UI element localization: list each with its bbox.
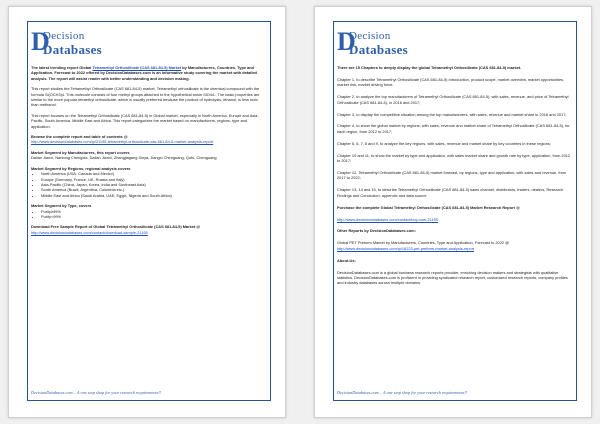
download-heading: Download Free Sample Report of Global Tetramethyl Orthosilicate (CAS 681-84-5) Market @ — [31, 224, 201, 230]
market-link[interactable]: Tetramethyl Orthosilicate (CAS 681-84-5) Market — [92, 65, 182, 70]
chapter-item: Chapter 4, to show the global market by regions, with sales, revenue and market share of Tetramethyl Orthosilicate (CAS 681-84-5), for each region, from 2012 to 2017; — [337, 123, 570, 134]
regions-heading: Market Segment by Regions, regional analysis covers — [31, 165, 131, 171]
purchase-heading: Purchase the complete Global Tetramethyl Orthosilicate (CAS 681-84-5) Market Research Report @ — [337, 204, 520, 210]
chapter-item: Chapter 10 and 11, to show the market by type and application, with sales market share and growth rate by type, application, from 2012 to 2017; — [337, 152, 571, 164]
type-heading: Market Segment by Type, covers — [31, 203, 92, 209]
list-item: • South America (Brazil, Argentina, Columbia etc.) — [41, 187, 265, 192]
regions-list — [31, 171, 265, 198]
page-content — [31, 29, 265, 383]
browse-heading: Browse the complete report and table of contents @ — [31, 134, 128, 140]
chapters-intro: There are 15 Chapters to deeply display the global Tetramethyl Orthosilicate (CAS 681-84-5) market. — [337, 65, 522, 70]
logo-mark: D — [31, 29, 50, 56]
description-paragraph-2: This report focuses on the Tetramethyl Orthosilicate (CAS 681-84-5) in Global market, especially in North America, Europe and Asia-Pacific, South America, Middle East and Africa. This report categorizes the market based on manufacturers, regions, type and application. — [31, 112, 259, 129]
page-footer: DecisionDatabases.com – A one stop shop for your research requirements!! — [31, 390, 162, 395]
manufacturers-list: Dalian Jianxi, Nantong Chengxia, Dalian Jianxi, Zhangjiagang Xinya, Jiangxi Chenguang, Qufu, Chenguang — [31, 155, 217, 161]
logo-mark: D — [337, 29, 356, 56]
types-list — [31, 209, 265, 220]
chapter-item: Chapter 1, to describe Tetramethyl Orthosilicate (CAS 681-84-5) Introduction, product scope, market overview, market opportunities, market risk, market driving force; — [337, 76, 565, 88]
intro-text-start: The latest trending report Global — [31, 65, 93, 70]
intro-paragraph — [31, 65, 265, 81]
page-content — [337, 29, 571, 383]
chapter-item: Chapter 12, Tetramethyl Orthosilicate (CAS 681-84-5) market forecast, by regions, type and application, with sales and revenue, from 2017 to 2022; — [337, 169, 567, 181]
decision-databases-logo — [337, 29, 571, 57]
decision-databases-logo — [31, 29, 265, 57]
logo-line1: Decision — [349, 30, 391, 42]
other-reports-heading: Other Reports by DecisionDatabases.com: — [337, 228, 416, 234]
list-item: • Purity<99% — [41, 214, 265, 219]
chapter-item: Chapter 5, 6, 7, 8 and 9, to analyze the key regions, with sales, revenue and market share by key countries in these regions; — [337, 140, 551, 146]
purchase-link[interactable]: http://www.decisiondatabases.com/contact/buy-now-21195 — [337, 216, 438, 222]
logo-line2: Databases — [43, 42, 103, 57]
chapter-item: Chapter 3, to display the competitive situation among the top manufacturers, with sales, revenue and market share in 2016 and 2017; — [337, 111, 567, 117]
list-item: • Europe (Germany, France, UK, Russia and Italy) — [41, 177, 265, 182]
page-footer: DecisionDatabases.com – A one stop shop for your research requirements!! — [337, 390, 468, 395]
list-item: • Middle East and Africa (Saudi Arabia, UAE, Egypt, Nigeria and South Africa) — [41, 193, 265, 198]
logo-line1: Decision — [43, 30, 85, 42]
chapter-item: Chapter 2, to analyze the top manufacturers of Tetramethyl Orthosilicate (CAS 681-84-5), with sales, revenue, and price of Tetramethyl Orthosilicate (CAS 681-84-5), in 2016 and 2017; — [337, 94, 569, 105]
description-paragraph-1: This report studies the Tetramethyl Orthosilicate (CAS 681-84-5) market, Tetramethyl orthosilicate is the chemical compound with the formula Si(OCH3)4. This molecule consists of four methyl groups attached to the hypothetical anion SiO44-. The basic properties are similar to the more popular tetraethyl orthosilicate, which is usually preferred because the product of hydrolysis, ethanol, is less toxic than methanol. — [31, 86, 260, 108]
about-heading: About-Us: — [337, 257, 356, 263]
chapter-item: Chapter 13, 14 and 15, to describe Tetramethyl Orthosilicate (CAS 681-84-5) sales channel, distributors, traders, dealers, Research Findings and Conclusion, appendix and data source — [337, 187, 564, 198]
list-item: • North America (USA, Canada and Mexico) — [41, 171, 265, 176]
other-report-link[interactable]: http://www.decisiondatabases.com/ip/18223-pet-preform-market-analysis-report — [337, 245, 475, 251]
page-right — [314, 6, 592, 418]
logo-line2: Databases — [349, 42, 409, 57]
list-item: • Asia-Pacific (China, Japan, Korea, India and Southeast Asia) — [41, 182, 265, 187]
list-item: • Purity≥99% — [41, 209, 265, 214]
browse-report-link[interactable]: http://www.decisiondatabases.com/ip/21195-tetramethyl-orthosilicate-cas-681-84-5-market-analysis-report — [31, 139, 214, 145]
about-text: DecisionDatabases.com is a global business research reports provider, enriching decision makers and strategists with qualitative statistics. DecisionDatabases.com is proficient in providing syndicated research report, customized research reports, company profiles and industry databases across multiple domains. — [337, 269, 568, 286]
page-left — [8, 6, 286, 418]
download-sample-link[interactable]: http://www.decisiondatabases.com/contact/download-sample-21195 — [31, 229, 148, 235]
intro-text-end: by Manufacturers, Countries, Type and Application, Forecast to 2022 offered by DecisionDatabases.com is an informative study covering the market with detailed analysis. The report will assist reader with better understanding and decision making. — [31, 65, 257, 81]
manufacturers-heading: Market Segment by Manufacturers, this report covers — [31, 149, 130, 155]
other-report-title: Global PET Preform Market by Manufacturers, Countries, Type and Application, Forecast to 2022 @ — [337, 240, 510, 246]
